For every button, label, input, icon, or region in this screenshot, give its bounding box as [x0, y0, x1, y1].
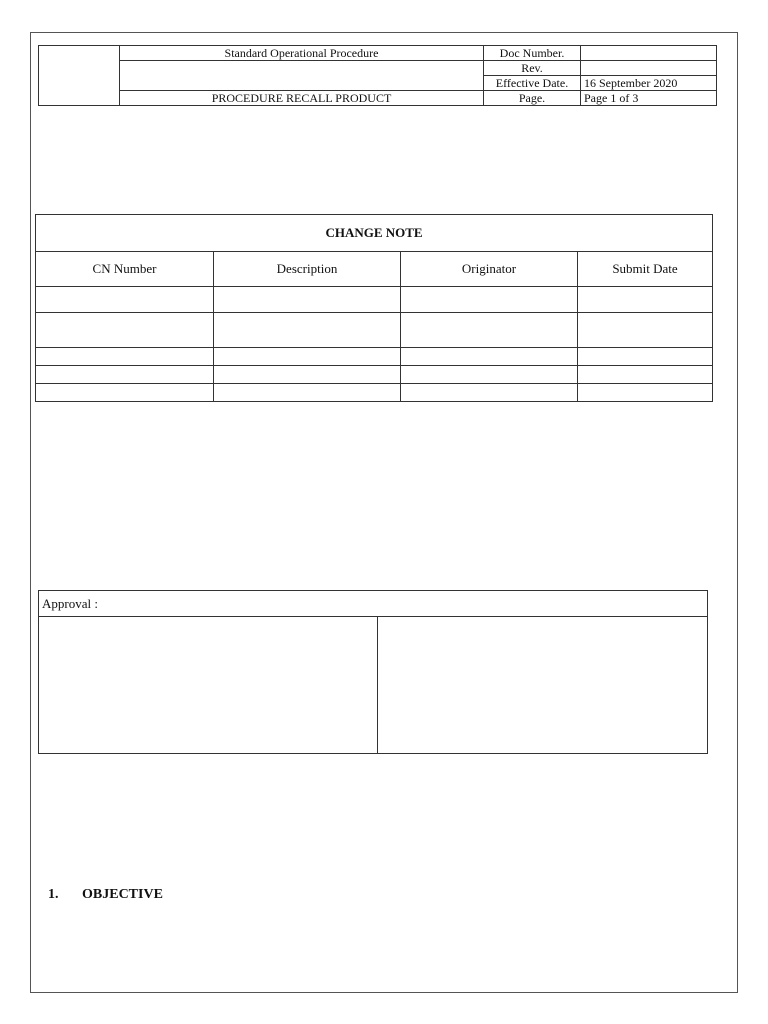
change-note-title: CHANGE NOTE [36, 215, 713, 252]
column-header: CN Number [36, 252, 214, 287]
table-cell [578, 366, 713, 384]
effective-date-label: Effective Date. [484, 76, 581, 91]
approval-table [38, 590, 708, 754]
table-cell [36, 384, 214, 402]
table-cell [214, 366, 401, 384]
table-row [36, 287, 713, 313]
doc-number-value [581, 46, 717, 61]
change-note-header-row [36, 252, 713, 287]
rev-label: Rev. [484, 61, 581, 76]
doc-number-label: Doc Number. [484, 46, 581, 61]
table-cell [401, 384, 578, 402]
header-blank-cell [120, 61, 484, 91]
approval-label: Approval : [39, 591, 708, 617]
logo-cell [39, 46, 120, 106]
table-cell [578, 287, 713, 313]
change-note-table [35, 214, 713, 402]
table-cell [401, 348, 578, 366]
table-row [36, 348, 713, 366]
table-cell [578, 384, 713, 402]
approval-signature-right [378, 617, 708, 754]
rev-value [581, 61, 717, 76]
table-cell [214, 348, 401, 366]
table-cell [214, 287, 401, 313]
section-title: OBJECTIVE [82, 887, 163, 902]
procedure-name: PROCEDURE RECALL PRODUCT [120, 91, 484, 106]
table-cell [36, 348, 214, 366]
table-cell [36, 287, 214, 313]
procedure-type: Standard Operational Procedure [120, 46, 484, 61]
effective-date-value: 16 September 2020 [581, 76, 717, 91]
page-label: Page. [484, 91, 581, 106]
table-cell [36, 366, 214, 384]
table-row [36, 384, 713, 402]
table-cell [401, 366, 578, 384]
table-cell [214, 313, 401, 348]
table-cell [578, 348, 713, 366]
section-heading [48, 887, 163, 903]
document-header [38, 45, 717, 106]
page-value: Page 1 of 3 [581, 91, 717, 106]
page-border [30, 32, 738, 993]
table-cell [401, 313, 578, 348]
table-row [36, 313, 713, 348]
table-cell [401, 287, 578, 313]
column-header: Originator [401, 252, 578, 287]
approval-signature-left [39, 617, 378, 754]
section-number: 1. [48, 887, 59, 902]
table-row [36, 366, 713, 384]
table-cell [36, 313, 214, 348]
table-cell [214, 384, 401, 402]
column-header: Description [214, 252, 401, 287]
table-cell [578, 313, 713, 348]
column-header: Submit Date [578, 252, 713, 287]
